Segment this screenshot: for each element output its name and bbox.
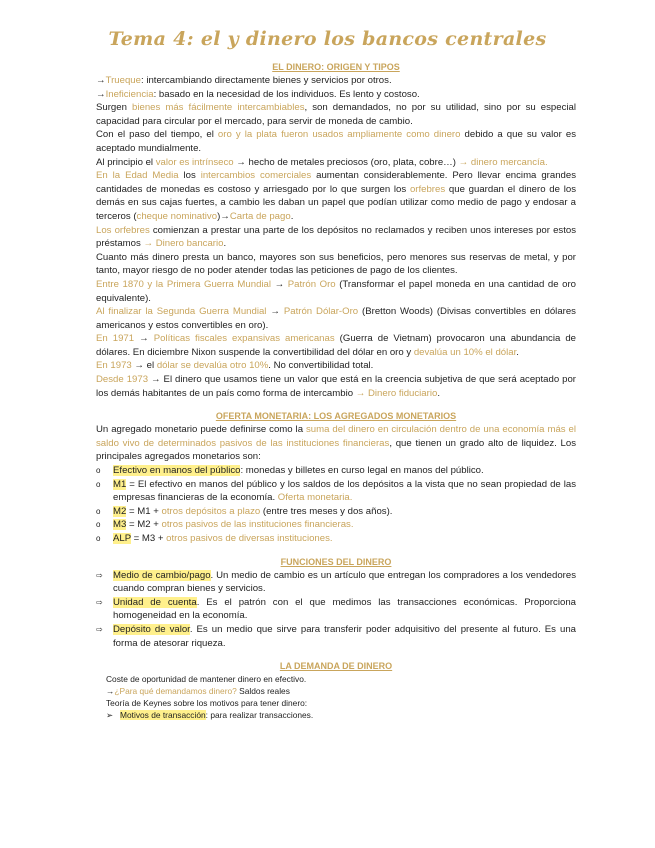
paragraph-patron-oro: Entre 1870 y la Primera Guerra Mundial → Patrón Oro (Transformar el papel moneda en una cantidad de oro equivalente).: [96, 278, 576, 304]
paragraph-patron-dolar-oro: Al finalizar la Segunda Guerra Mundial → Patrón Dólar-Oro (Bretton Woods) (Divisas convertibles en dólares americanos y estos convertibles en oro).: [96, 306, 576, 331]
section-heading-funciones: FUNCIONES DEL DINERO: [280, 556, 392, 567]
agregados-list: [96, 464, 576, 546]
section-heading-origen: EL DINERO: ORIGEN Y TIPOS: [272, 62, 400, 72]
paragraph-fiduciario: Desde 1973 → El dinero que usamos tiene un valor que está en la creencia subjetiva de que será aceptado por los demás habitantes de un país como forma de intercambio → Dinero fiduciario.: [96, 374, 576, 399]
section-heading-demanda: LA DEMANDA DE DINERO: [279, 661, 393, 672]
list-item: o Efectivo en manos del público: monedas y billetes en curso legal en manos del público.: [96, 465, 484, 477]
paragraph-riesgo: Cuanto más dinero presta un banco, mayores son sus beneficios, pero menores sus reservas de metal, y por tanto, mayor riesgo de no poder atender todas las peticiones de pago de los clientes.: [96, 251, 576, 277]
list-item: ⇨ Depósito de valor. Es un medio que sirve para transferir poder adquisitivo del presente al futuro. Es una forma de atesorar riqueza.: [96, 623, 576, 649]
list-item: o M2 = M1 + otros depósitos a plazo (entre tres meses y dos años).: [96, 505, 393, 517]
paragraph-1973: En 1973 → el dólar se devalúa otro 10%. No convertibilidad total.: [96, 360, 374, 372]
paragraph-ineficiencia: →Ineficiencia: basado en la necesidad de los individuos. Es lento y costoso.: [96, 88, 420, 100]
paragraph-valor-intrinseco: Al principio el valor es intrínseco → hecho de metales preciosos (oro, plata, cobre…) → dinero mercancía.: [96, 156, 548, 168]
arrow-icon: ⇨: [96, 624, 103, 634]
bullet-icon: o: [96, 506, 101, 516]
paragraph-trueque: →Trueque: intercambiando directamente bienes y servicios por otros.: [96, 75, 392, 86]
list-item: ⇨ Medio de cambio/pago. Un medio de cambio es un artículo que entregan los compradores a los vendedores cuando compran bienes y servicios.: [96, 569, 576, 595]
paragraph-1971: En 1971 → Políticas fiscales expansivas americanas (Guerra de Vietnam) provocaron una abundancia de dólares. En diciembre Nixon suspende la convertibilidad del dólar en oro y devalúa un 10% el dólar.: [96, 333, 576, 358]
arrow-icon: ⇨: [96, 570, 103, 580]
list-item: o ALP = M3 + otros pasivos de diversas instituciones.: [96, 533, 333, 544]
bullet-icon: o: [96, 479, 101, 489]
list-item: o M3 = M2 + otros pasivos de las instituciones financieras.: [96, 519, 354, 531]
paragraph-edad-media: En la Edad Media los intercambios comerciales aumentan considerablemente. Pero llevar encima grandes cantidades de monedas es costoso y arriesgado por lo que surgen los orfebres que guardan el dinero de los demás en sus cajas fuertes, a cambio les daban un papel que podían utilizar como medio de pago y endosar a terceros (cheque nominativo)→Carta de pago.: [96, 170, 577, 222]
demanda-line-keynes: Teoría de Keynes sobre los motivos para tener dinero:: [106, 698, 308, 709]
paragraph-oro-plata: Con el paso del tiempo, el oro y la plata fueron usados ampliamente como dinero debido a que su valor es aceptado mundialmente.: [96, 129, 576, 154]
demanda-line-motivos: ➢ Motivos de transacción: para realizar transacciones.: [106, 710, 314, 721]
demanda-line-pregunta: →¿Para qué demandamos dinero? Saldos reales: [106, 686, 290, 697]
bullet-icon: o: [96, 534, 101, 543]
arrowhead-bullet-icon: ➢: [106, 710, 114, 721]
paragraph-agregado-intro: Un agregado monetario puede definirse como la suma del dinero en circulación dentro de una economía más el saldo vivo de determinados pasivos de las instituciones financieras, que tienen un grado alto de liquidez. Los principales agregados monetarios son:: [96, 424, 576, 463]
document-body: [96, 61, 576, 721]
list-item: o M1 = El efectivo en manos del público y los saldos de los depósitos a la vista que no sean propiedad de las empresas financieras de la economía. Oferta monetaria.: [96, 478, 576, 504]
demanda-block: [96, 673, 576, 721]
bullet-icon: o: [96, 466, 101, 476]
bullet-icon: o: [96, 520, 101, 530]
paragraph-bienes: Surgen bienes más fácilmente intercambiables, son demandados, no por su utilidad, sino por su especial capacidad para circular por el mercado, para servir de moneda de cambio.: [96, 102, 576, 127]
page-title: Tema 4: el y dinero los bancos centrales: [108, 28, 547, 50]
funciones-list: [96, 569, 576, 651]
paragraph-orfebres: Los orfebres comienzan a prestar una parte de los depósitos no reclamados y reciben unos intereses por estos préstamos → Dinero bancario.: [96, 224, 577, 250]
section-heading-oferta: OFERTA MONETARIA: LOS AGREGADOS MONETARIOS: [215, 411, 457, 422]
demanda-line-coste: Coste de oportunidad de mantener dinero en efectivo.: [106, 674, 307, 685]
arrow-icon: ⇨: [96, 597, 103, 607]
list-item: ⇨ Unidad de cuenta. Es el patrón con el que medimos las transacciones económicas. Proporciona homogeneidad en la economía.: [96, 596, 576, 622]
